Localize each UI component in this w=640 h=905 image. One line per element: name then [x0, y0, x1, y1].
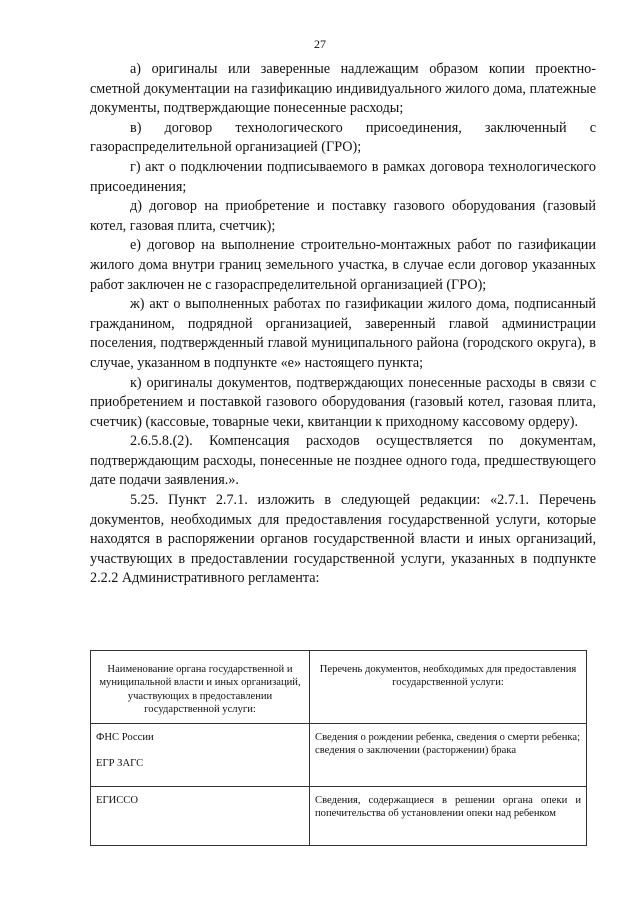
paragraph-zh: ж) акт о выполненных работах по газификации жилого дома, подписанный гражданином, подрядной организацией, заверенный главой администрации поселения, подтвержденный главой муниципального района (городского округа), в случае, указанном в подпункте «е» настоящего пункта;: [90, 296, 596, 371]
table-header-organization: Наименование органа государственной и муниципальной власти и иных организаций, участвующих в предоставлении государственной услуги:: [91, 651, 310, 724]
table-cell-documents: [310, 786, 587, 845]
paragraph-compensation: 2.6.5.8.(2). Компенсация расходов осуществляется по документам, подтверждающим расходы, понесенные не позднее одного года, предшествующего дате подачи заявления.».: [90, 433, 596, 489]
table-row: [91, 723, 587, 786]
document-body: [90, 60, 596, 589]
paragraph-a: а) оригиналы или заверенные надлежащим образом копии проектно-сметной документации на газификацию индивидуального жилого дома, платежные документы, подтверждающие понесенные расходы;: [90, 61, 596, 117]
table-cell-organization: [91, 723, 310, 786]
organization-egr-zags: ЕГР ЗАГС: [96, 758, 144, 770]
document-guardianship: Сведения, содержащиеся в решении органа опеки и попечительства об установлении опеки над ребенком: [315, 794, 581, 820]
paragraph-d: д) договор на приобретение и поставку газового оборудования (газовый котел, газовая плита, счетчик);: [90, 198, 596, 234]
documents-table: [90, 650, 587, 846]
table-header-row: [91, 651, 587, 724]
organization-egisso: ЕГИССО: [96, 794, 139, 806]
table-header-documents: Перечень документов, необходимых для предоставления государственной услуги:: [310, 651, 587, 724]
paragraph-e: е) договор на выполнение строительно-монтажных работ по газификации жилого дома внутри границ земельного участка, в случае если договор указанных работ заключен не с газораспределительной организацией (ГРО);: [90, 237, 596, 293]
table-cell-documents: [310, 723, 587, 786]
document-marriage: сведения о заключении (расторжении) брака: [315, 745, 517, 757]
organization-fns: ФНС России: [96, 731, 154, 743]
paragraph-amendment: 5.25. Пункт 2.7.1. изложить в следующей редакции: «2.7.1. Перечень документов, необходимых для предоставления государственной услуги, которые находятся в распоряжении органов государственной власти и иных организаций, участвующих в предоставлении государственной услуги, указанных в подпункте 2.2.2 Административного регламента:: [90, 492, 596, 587]
table-cell-organization: [91, 786, 310, 845]
paragraph-g: г) акт о подключении подписываемого в рамках договора технологического присоединения;: [90, 158, 596, 195]
table-row: [91, 786, 587, 845]
document-birth-death: Сведения о рождении ребенка, сведения о смерти ребенка;: [315, 731, 581, 743]
paragraph-k: к) оригиналы документов, подтверждающих понесенные расходы в связи с приобретением и поставкой газового оборудования (газовый котел, газовая плита, счетчик) (кассовые, товарные чеки, квитанции к приходному кассовому ордеру).: [90, 374, 596, 430]
page-number: 27: [314, 37, 326, 51]
paragraph-v: в) договор технологического присоединения, заключенный с газораспределительной организацией (ГРО);: [90, 119, 596, 156]
